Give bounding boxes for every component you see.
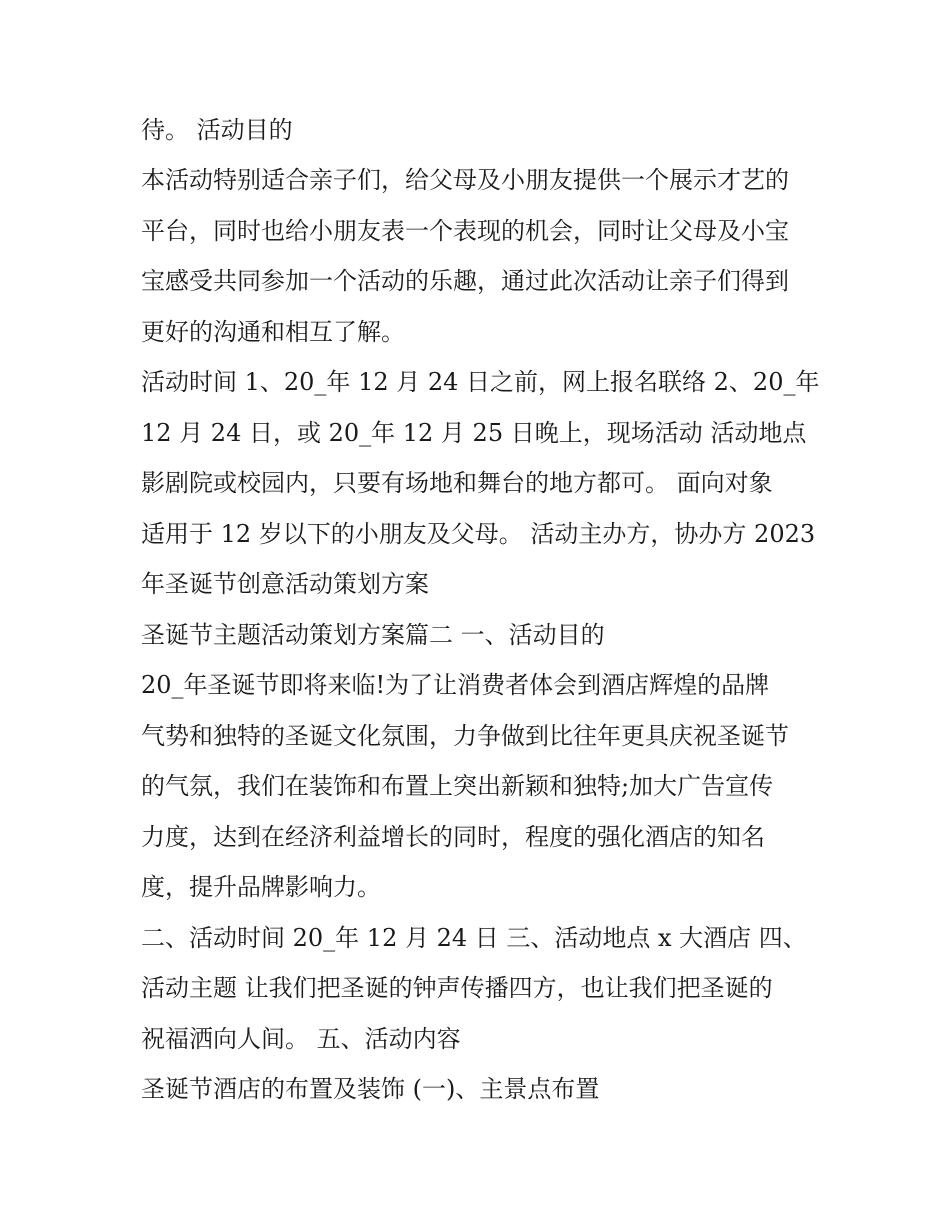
text-line: 气势和独特的圣诞文化氛围，力争做到比往年更具庆祝圣诞节 bbox=[141, 722, 789, 750]
text-line: 本活动特别适合亲子们，给父母及小朋友提供一个展示才艺的 bbox=[141, 166, 789, 194]
text-line: 圣诞节酒店的布置及装饰 (一)、主景点布置 bbox=[141, 1075, 600, 1103]
text-line: 影剧院或校园内，只要有场地和舞台的地方都可。 面向对象 bbox=[141, 469, 773, 497]
text-line: 活动时间 1、20_年 12 月 24 日之前，网上报名联络 2、20_年 bbox=[141, 368, 820, 396]
text-line: 度，提升品牌影响力。 bbox=[141, 873, 381, 901]
text-line: 活动主题 让我们把圣诞的钟声传播四方，也让我们把圣诞的 bbox=[141, 974, 773, 1002]
text-line: 年圣诞节创意活动策划方案 bbox=[141, 570, 429, 598]
text-line: 祝福洒向人间。 五、活动内容 bbox=[141, 1025, 461, 1053]
text-line: 12 月 24 日，或 20_年 12 月 25 日晚上，现场活动 活动地点 bbox=[141, 419, 807, 447]
text-line: 二、活动时间 20_年 12 月 24 日 三、活动地点 x 大酒店 四、 bbox=[141, 924, 807, 952]
text-line: 圣诞节主题活动策划方案篇二 一、活动目的 bbox=[141, 621, 605, 649]
text-line: 宝感受共同参加一个活动的乐趣，通过此次活动让亲子们得到 bbox=[141, 267, 789, 295]
text-line: 更好的沟通和相互了解。 bbox=[141, 318, 405, 346]
text-line: 力度，达到在经济利益增长的同时，程度的强化酒店的知名 bbox=[141, 823, 765, 851]
text-line: 的气氛，我们在装饰和布置上突出新颖和独特;加大广告宣传 bbox=[141, 772, 774, 800]
text-line: 适用于 12 岁以下的小朋友及父母。 活动主办方，协办方 2023 bbox=[141, 520, 816, 548]
text-line: 待。 活动目的 bbox=[141, 116, 293, 144]
text-line: 20_年圣诞节即将来临!为了让消费者体会到酒店辉煌的品牌 bbox=[141, 671, 770, 699]
text-line: 平台，同时也给小朋友表一个表现的机会，同时让父母及小宝 bbox=[141, 217, 789, 245]
